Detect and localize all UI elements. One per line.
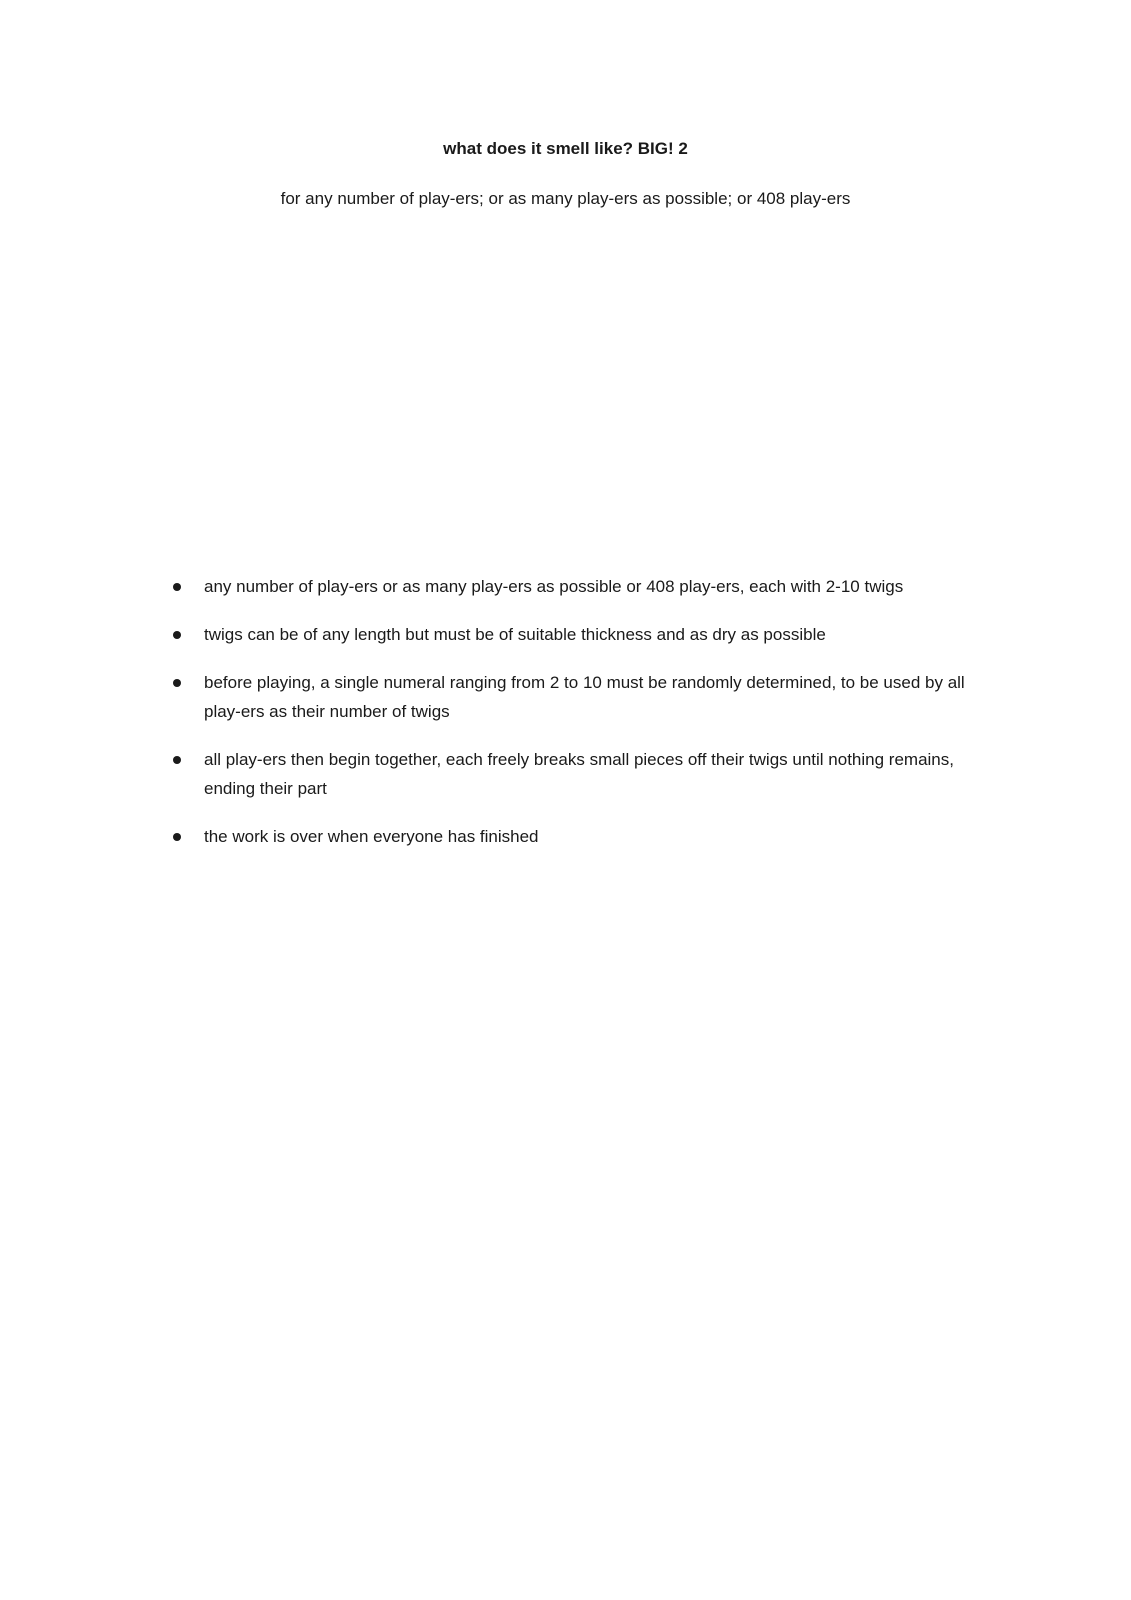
rule-item [170, 572, 1000, 601]
document-title: what does it smell like? BIG! 2 [443, 139, 688, 158]
rule-item [170, 822, 1000, 851]
rule-text: all play-ers then begin together, each freely breaks small pieces off their twigs until nothing remains, ending their part [204, 750, 954, 798]
rule-text: the work is over when everyone has finished [204, 827, 539, 846]
rule-item [170, 668, 1000, 726]
rule-text: twigs can be of any length but must be of suitable thickness and as dry as possible [204, 625, 826, 644]
rule-item [170, 745, 1000, 803]
bullet-icon [173, 679, 181, 687]
bullet-icon [173, 833, 181, 841]
rule-text: any number of play-ers or as many play-ers as possible or 408 play-ers, each with 2-10 twigs [204, 577, 904, 596]
bullet-icon [173, 631, 181, 639]
rules-list [170, 572, 1000, 870]
rule-text: before playing, a single numeral ranging from 2 to 10 must be randomly determined, to be used by all play-ers as their number of twigs [204, 673, 965, 721]
document-subtitle: for any number of play-ers; or as many play-ers as possible; or 408 play-ers [280, 189, 851, 208]
bullet-icon [173, 583, 181, 591]
rule-item [170, 620, 1000, 649]
bullet-icon [173, 756, 181, 764]
